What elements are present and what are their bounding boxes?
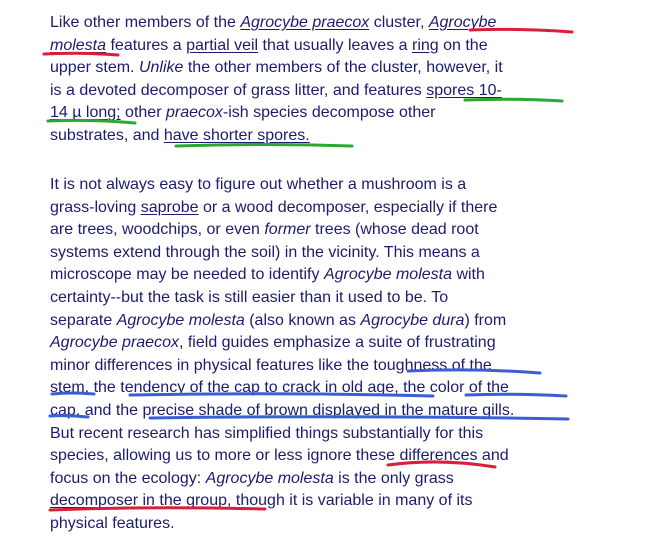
text-run: have shorter spores.	[163, 127, 310, 144]
text-line	[50, 12, 496, 34]
text-line	[50, 80, 502, 102]
text-run: substrates, and	[50, 127, 164, 144]
paragraph-2	[50, 174, 610, 530]
text-run: the other members of the cluster, however, it	[183, 59, 503, 77]
text-line	[50, 377, 509, 399]
text-run: , field guides emphasize a suite of frustrating	[178, 334, 496, 352]
text-line	[50, 219, 479, 241]
text-run: trees (whose dead root	[310, 221, 479, 239]
text-run: separate	[50, 311, 117, 329]
text-run: praecox	[165, 104, 223, 122]
text-run: features a	[106, 36, 187, 54]
text-line	[50, 197, 497, 219]
text-run: Agrocybe molesta	[323, 266, 452, 284]
text-run: certainty--but the task is still easier than it used to be. To	[50, 289, 449, 306]
text-run: Unlike	[138, 59, 184, 77]
text-run: saprobe	[140, 198, 199, 216]
text-line	[50, 490, 472, 512]
text-line	[50, 355, 492, 377]
text-line	[50, 35, 488, 57]
text-line	[50, 102, 435, 124]
text-run: cap, and the precise shade of brown displayed in the mature gills.	[50, 402, 515, 419]
text-run: Like other members of the	[50, 14, 241, 31]
text-line	[50, 400, 514, 422]
text-line	[50, 332, 496, 354]
text-run: (also known as	[244, 311, 361, 329]
text-run: is the only grass	[333, 469, 454, 487]
text-run: is a devoted decomposer of grass litter, and features	[50, 81, 427, 99]
text-run: It is not always easy to figure out whether a mushroom is a	[50, 176, 467, 193]
text-run: microscope may be needed to identify	[50, 266, 324, 284]
text-run: though it is variable in many of its	[231, 492, 473, 510]
text-line	[50, 310, 506, 332]
text-run: Agrocybe molesta	[116, 311, 245, 329]
text-run: minor differences in physical features like the toughness of the	[50, 356, 492, 374]
text-run: other	[120, 104, 166, 122]
text-run: former	[264, 221, 311, 239]
text-run: or a wood decomposer, especially if there	[198, 198, 498, 216]
text-line	[50, 57, 503, 79]
text-line	[50, 468, 454, 490]
text-run: cluster,	[369, 14, 429, 31]
text-line	[50, 445, 509, 467]
text-run: But recent research has simplified things substantially for this	[50, 424, 484, 442]
paragraph-1	[50, 12, 610, 148]
text-run: partial veil	[186, 36, 259, 54]
text-line	[50, 264, 485, 286]
text-run: molesta	[50, 36, 107, 54]
text-run: 14 µ long;	[50, 104, 121, 122]
text-run: decomposer in the group,	[50, 492, 232, 510]
text-run: stem, the tendency of the cap to crack in old age, the color of the	[50, 379, 509, 397]
text-run: Agrocybe dura	[360, 311, 465, 329]
text-line	[50, 287, 448, 309]
text-run: grass-loving	[50, 198, 141, 216]
text-line	[50, 125, 310, 147]
text-run: focus on the ecology:	[50, 469, 206, 487]
text-run: that usually leaves a	[258, 36, 412, 54]
text-run: ) from	[464, 311, 507, 329]
text-run: systems extend through the soil) in the vicinity. This means a	[50, 243, 480, 261]
text-run: -ish species decompose other	[222, 104, 436, 122]
text-run: Agrocybe	[428, 14, 497, 31]
text-run: on the	[438, 36, 488, 54]
text-run: upper stem.	[50, 59, 139, 77]
text-line	[50, 423, 483, 445]
text-run: Agrocybe praecox	[240, 14, 370, 31]
text-line	[50, 174, 466, 196]
text-run: Agrocybe molesta	[205, 469, 334, 487]
text-run: spores 10-	[426, 81, 502, 99]
text-line	[50, 513, 175, 535]
text-run: ring	[411, 36, 439, 54]
text-run: Agrocybe praecox	[50, 334, 179, 352]
text-run: physical features.	[50, 515, 175, 532]
text-run: are trees, woodchips, or even	[50, 221, 265, 239]
text-run: with	[452, 266, 485, 284]
text-run: species, allowing us to more or less ignore these differences and	[50, 447, 509, 465]
text-line	[50, 242, 480, 264]
